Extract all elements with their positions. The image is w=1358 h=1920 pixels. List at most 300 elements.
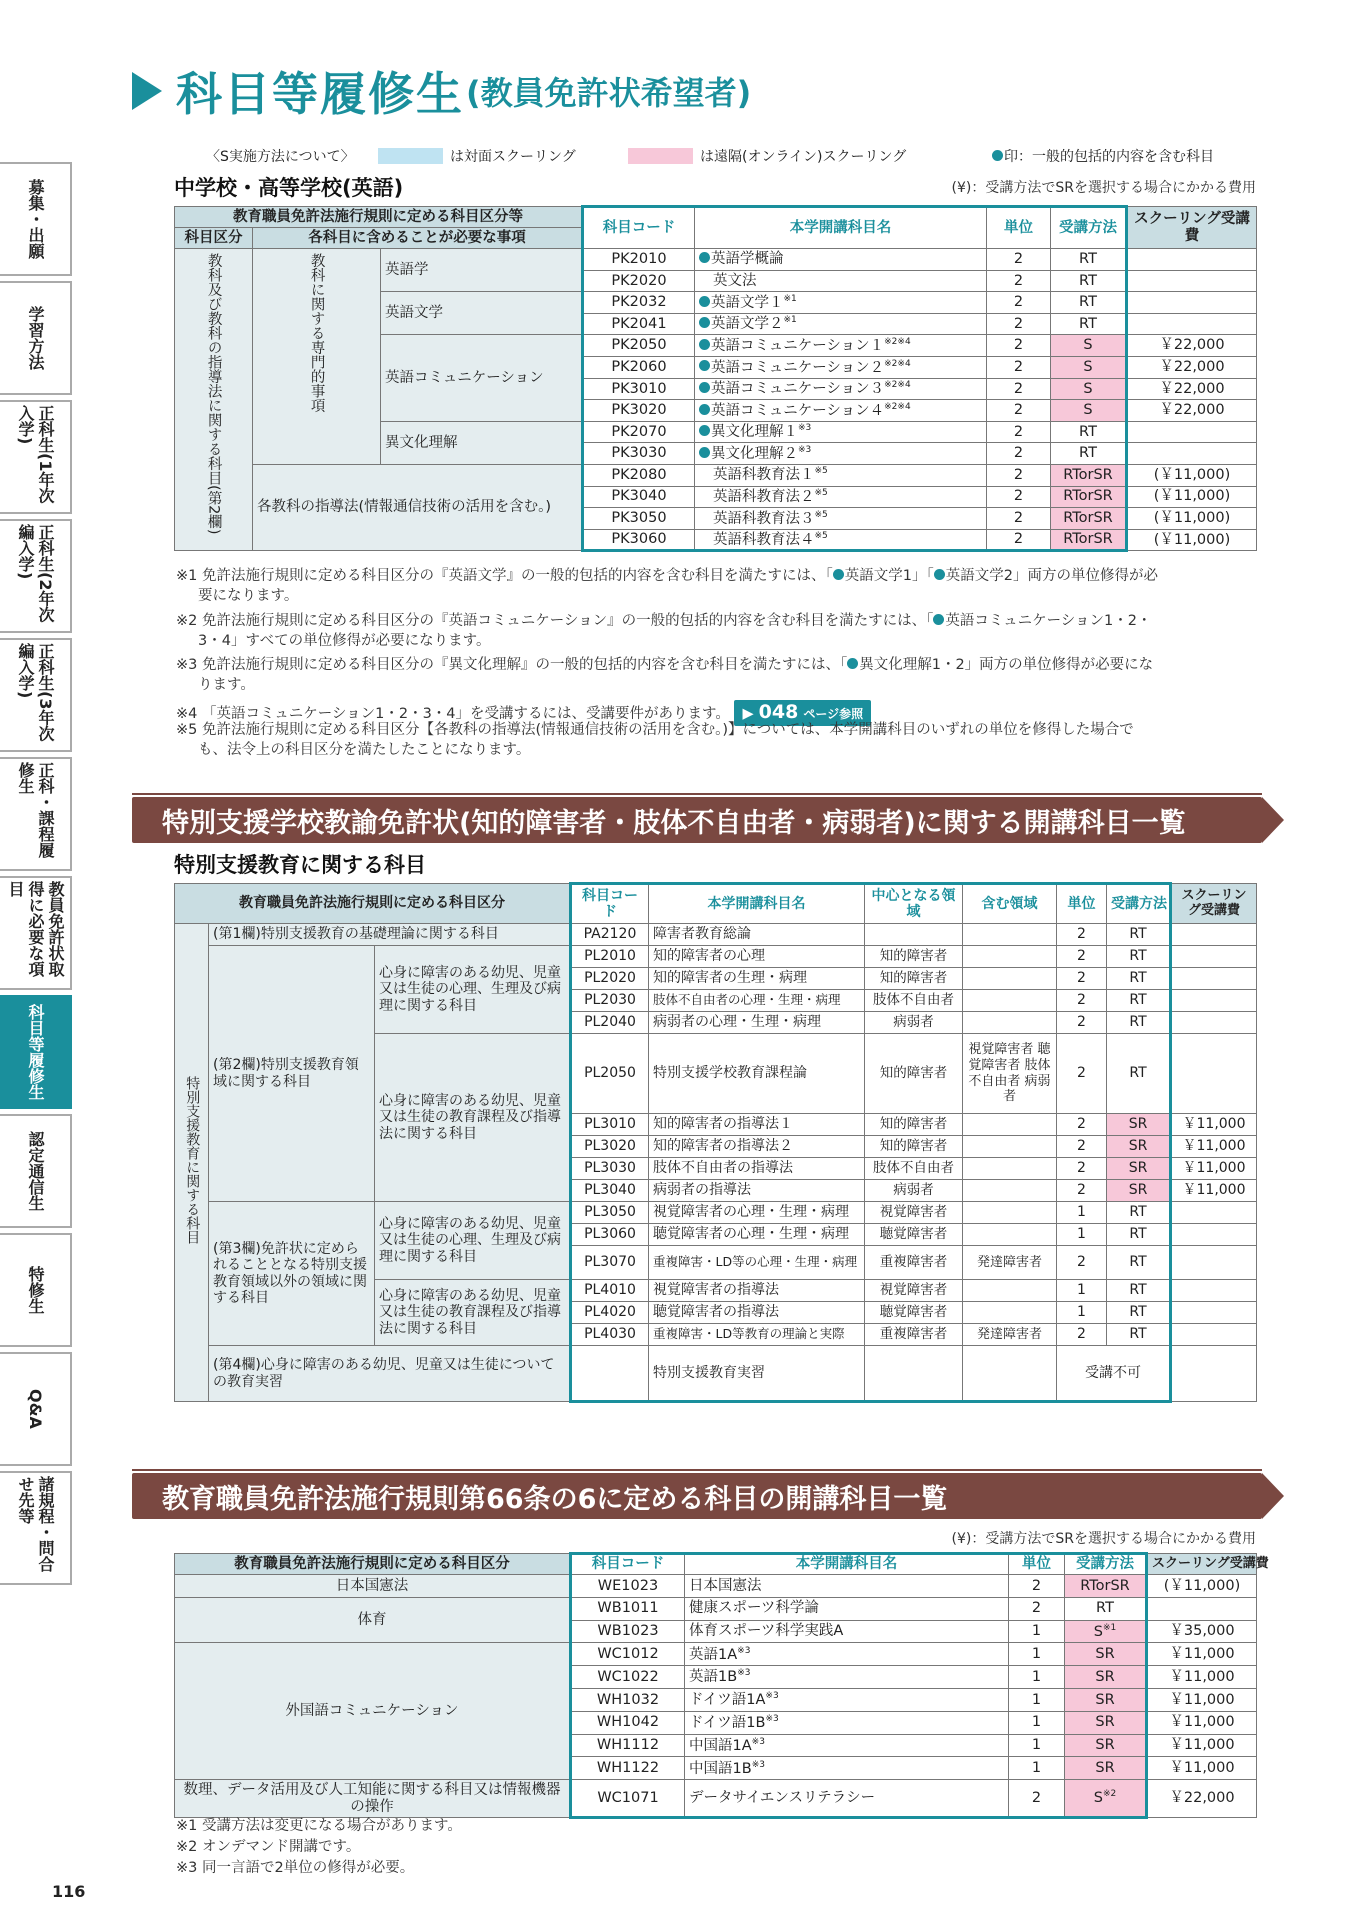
course-center: 肢体不自由者: [865, 990, 963, 1012]
t1-sub-label: 教科に関する専門的事項: [308, 253, 325, 413]
general-content-dot-icon: [699, 252, 710, 263]
side-tab[interactable]: [0, 1233, 72, 1347]
footnote: ※1 受講方法は変更になる場合があります。: [176, 1818, 462, 1834]
course-name: 重複障害・LD等教育の理論と実際: [649, 1324, 865, 1346]
side-tab[interactable]: [0, 1471, 72, 1585]
footnote-mark: ※2: [176, 613, 198, 629]
title-sub: (教員免許状希望者): [466, 74, 752, 112]
course-code: PA2120: [571, 924, 649, 946]
course-unit: 2: [1057, 1034, 1107, 1114]
side-tab[interactable]: [0, 1352, 72, 1466]
course-note-mark: ※5: [814, 530, 828, 541]
course-name: 知的障害者の生理・病理: [649, 968, 865, 990]
course-include: [963, 1224, 1057, 1246]
course-method-text: RT: [1096, 1600, 1114, 1617]
course-method: S: [1051, 335, 1127, 357]
course-name: 障害者教育総論: [649, 924, 865, 946]
side-tab-label: 教員免許状取得に必要な項目: [6, 881, 65, 977]
side-tab-label: Q&A: [26, 1389, 45, 1429]
course-unit: 1: [1009, 1666, 1065, 1689]
method-note-mark: ※2: [1102, 1789, 1117, 1800]
course-method-text: SR: [1095, 1714, 1115, 1731]
course-name: [685, 1734, 1009, 1757]
course-fee: [1127, 249, 1257, 271]
course-include: [963, 1180, 1057, 1202]
course-unit: 2: [987, 335, 1051, 357]
course-unit: 2: [987, 421, 1051, 443]
course-method-text: RTorSR: [1080, 1577, 1130, 1594]
t3-head-fee: スクーリング受講費: [1147, 1554, 1257, 1575]
course-center: 聴覚障害者: [865, 1302, 963, 1324]
course-method: S: [1051, 378, 1127, 400]
course-name-text: ドイツ語1A: [689, 1691, 766, 1708]
course-name: 重複障害・LD等の心理・生理・病理: [649, 1246, 865, 1280]
method-note-mark: ※1: [1102, 1622, 1117, 1633]
course-name-text: 英語コミュニケーション１: [711, 337, 885, 354]
course-code: PL3060: [571, 1224, 649, 1246]
t1-group: 英語コミュニケーション: [381, 335, 583, 421]
course-note-mark: ※3: [751, 1759, 765, 1770]
course-name-text: データサイエンスリテラシー: [689, 1789, 876, 1806]
t2-head-name: 本学開講科目名: [649, 884, 865, 924]
section3-banner: 教育職員免許法施行規則第66条の6に定める科目の開講科目一覧: [132, 1473, 1262, 1519]
course-fee: (￥11,000): [1127, 529, 1257, 551]
course-unit: 2: [987, 464, 1051, 486]
course-code: PK3030: [583, 443, 695, 465]
t2-col1-label: (第1欄)特別支援教育の基礎理論に関する科目: [209, 924, 571, 946]
t2-practice-fee: [1171, 1346, 1257, 1402]
course-method: RT: [1051, 249, 1127, 271]
course-include: [963, 1202, 1057, 1224]
course-code: PK2080: [583, 464, 695, 486]
side-tab[interactable]: [0, 995, 72, 1109]
course-name: 知的障害者の指導法１: [649, 1114, 865, 1136]
footnote-text: 「英語コミュニケーション1・2・3・4」を受講するには、受講要件があります。: [201, 706, 730, 722]
general-content-dot-icon: [847, 658, 858, 669]
section1-fee-note: (¥)：受講方法でSRを選択する場合にかかる費用: [951, 180, 1256, 196]
t2-head-fee: スクーリング受講費: [1171, 884, 1257, 924]
course-code: PK3050: [583, 508, 695, 530]
footnote-mark: ※5: [176, 722, 198, 738]
course-name-text: 英語1B: [689, 1669, 738, 1686]
course-method: SR: [1107, 1136, 1171, 1158]
t1-cat-label: 教科及び教科の指導法に関する科目(第2欄): [205, 253, 222, 535]
side-tab[interactable]: [0, 876, 72, 990]
course-center: 重複障害者: [865, 1324, 963, 1346]
t3-category: 数理、データ活用及び人工知能に関する科目又は情報機器の操作: [175, 1780, 571, 1818]
general-content-dot-icon: [699, 447, 710, 458]
t1-head-unit: 単位: [987, 207, 1051, 249]
side-tab[interactable]: [0, 638, 72, 752]
course-fee: [1171, 1324, 1257, 1346]
course-code: WH1112: [571, 1734, 685, 1757]
footnote-text: 英語コミュニケーション1・2・: [945, 613, 1152, 629]
course-unit: 2: [1057, 946, 1107, 968]
course-method: RT: [1107, 1280, 1171, 1302]
course-unit: 2: [987, 400, 1051, 422]
course-code: PL2010: [571, 946, 649, 968]
course-fee: (￥11,000): [1127, 486, 1257, 508]
course-unit: 2: [1057, 1136, 1107, 1158]
course-note-mark: ※5: [814, 509, 828, 520]
course-method-text: SR: [1095, 1645, 1115, 1662]
course-name: [695, 529, 987, 551]
course-method: RT: [1107, 1224, 1171, 1246]
course-center: 知的障害者: [865, 968, 963, 990]
legend-heading: 〈S実施方法について〉: [206, 149, 355, 165]
course-name: 病弱者の指導法: [649, 1180, 865, 1202]
course-method-text: S: [1093, 1790, 1103, 1807]
course-center: 重複障害者: [865, 1246, 963, 1280]
t2-practice-center: [865, 1346, 963, 1402]
course-note-mark: ※2※4: [884, 380, 911, 391]
course-unit: 1: [1009, 1734, 1065, 1757]
course-code: WC1071: [571, 1780, 685, 1818]
course-unit: 1: [1009, 1711, 1065, 1734]
side-tab[interactable]: [0, 281, 72, 395]
course-method: [1065, 1780, 1147, 1818]
footnote-text: 異文化理解1・2」両方の単位修得が必要にな: [859, 657, 1154, 673]
side-tab[interactable]: [0, 519, 72, 633]
t3-head-method: 受講方法: [1065, 1554, 1147, 1575]
course-unit: 2: [1057, 968, 1107, 990]
course-method: [1065, 1688, 1147, 1711]
course-method: [1065, 1643, 1147, 1666]
course-method: [1065, 1757, 1147, 1780]
course-code: WH1032: [571, 1688, 685, 1711]
course-method: RT: [1107, 1246, 1171, 1280]
course-code: WH1122: [571, 1757, 685, 1780]
course-unit: 2: [987, 443, 1051, 465]
course-name: [685, 1597, 1009, 1620]
course-note-mark: ※1: [783, 315, 797, 326]
course-include: 発達障害者: [963, 1324, 1057, 1346]
legend-dot-icon: [992, 150, 1003, 161]
course-method: RT: [1107, 1012, 1171, 1034]
course-unit: 1: [1009, 1643, 1065, 1666]
course-include: [963, 1136, 1057, 1158]
footnote-text: 免許法施行規則に定める科目区分の『英語文学』の一般的包括的内容を含む科目を満たすには、「: [201, 568, 833, 584]
course-code: PK3040: [583, 486, 695, 508]
course-unit: 2: [987, 356, 1051, 378]
course-fee: ￥11,000: [1147, 1711, 1257, 1734]
course-fee: [1171, 968, 1257, 990]
course-method: S: [1051, 400, 1127, 422]
footnote: [176, 656, 1256, 695]
title-triangle-icon: [132, 72, 162, 110]
course-fee: [1171, 1246, 1257, 1280]
course-fee: ￥35,000: [1147, 1620, 1257, 1643]
course-unit: 2: [1009, 1597, 1065, 1620]
t3-head-code: 科目コード: [571, 1554, 685, 1575]
course-note-mark: ※3: [751, 1736, 765, 1747]
course-name: [695, 249, 987, 271]
course-fee: ￥11,000: [1147, 1734, 1257, 1757]
course-include: 発達障害者: [963, 1246, 1057, 1280]
general-content-dot-icon: [699, 360, 710, 371]
footnote-text: 免許法施行規則に定める科目区分の『英語コミュニケーション』の一般的包括的内容を含む科目を満たすには、「: [201, 613, 934, 629]
course-unit: 2: [1057, 990, 1107, 1012]
english-course-table: [174, 205, 1257, 552]
course-fee: ￥11,000: [1147, 1757, 1257, 1780]
footnote: ※2 オンデマンド開講です。: [176, 1839, 361, 1855]
t2-head-method: 受講方法: [1107, 884, 1171, 924]
course-fee: [1127, 292, 1257, 314]
course-name: [695, 378, 987, 400]
course-name-text: 英語1A: [689, 1646, 738, 1663]
course-center: 知的障害者: [865, 1034, 963, 1114]
page-reference[interactable]: ▶ 048 ページ参照: [734, 700, 871, 726]
course-name: [685, 1688, 1009, 1711]
course-method-text: S: [1093, 1623, 1103, 1640]
course-name-text: 英語科教育法３: [713, 510, 815, 527]
course-name-text: 英語コミュニケーション４: [711, 402, 885, 419]
course-fee: ￥11,000: [1171, 1136, 1257, 1158]
footnote-text: 3・4」すべての単位修得が必要になります。: [198, 632, 491, 649]
course-name: [685, 1575, 1009, 1598]
course-name: [685, 1620, 1009, 1643]
course-name: [695, 464, 987, 486]
course-include: [963, 924, 1057, 946]
t2-head-code: 科目コード: [571, 884, 649, 924]
footnote-text: ります。: [198, 676, 255, 693]
course-unit: 1: [1057, 1302, 1107, 1324]
course-fee: [1171, 1034, 1257, 1114]
course-method: RT: [1051, 270, 1127, 292]
course-fee: [1171, 946, 1257, 968]
course-method: RT: [1107, 924, 1171, 946]
page-reference-number: 048: [758, 701, 799, 723]
course-note-mark: ※2※4: [884, 358, 911, 369]
course-note-mark: ※2※4: [884, 336, 911, 347]
course-method: [1065, 1620, 1147, 1643]
course-include: [963, 1012, 1057, 1034]
course-name-text: 異文化理解１: [711, 424, 798, 441]
course-fee: ￥11,000: [1147, 1666, 1257, 1689]
t3-category: 体育: [175, 1597, 571, 1643]
general-content-dot-icon: [699, 404, 710, 415]
course-method: RT: [1051, 421, 1127, 443]
legend-remote-label: は遠隔(オンライン)スクーリング: [700, 149, 907, 165]
course-name: [695, 292, 987, 314]
t2-practice-method: 受講不可: [1057, 1346, 1171, 1402]
course-fee: (￥11,000): [1127, 464, 1257, 486]
footnote-text: 英語文学1」「: [844, 568, 934, 584]
course-name: [695, 356, 987, 378]
course-fee: ￥11,000: [1171, 1114, 1257, 1136]
t1-head-rule: 教育職員免許法施行規則に定める科目区分等: [175, 207, 583, 228]
course-note-mark: ※3: [798, 444, 812, 455]
course-center: 視覚障害者: [865, 1280, 963, 1302]
course-name: 視覚障害者の指導法: [649, 1280, 865, 1302]
footnote: [176, 721, 1256, 760]
course-fee: [1127, 443, 1257, 465]
course-name: [695, 400, 987, 422]
special-support-table: [174, 882, 1257, 1403]
course-code: PL4010: [571, 1280, 649, 1302]
course-note-mark: ※1: [783, 293, 797, 304]
course-fee: ￥11,000: [1171, 1180, 1257, 1202]
course-name: 知的障害者の心理: [649, 946, 865, 968]
course-note-mark: ※2※4: [884, 401, 911, 412]
side-tab[interactable]: [0, 162, 72, 276]
page-number: 116: [52, 1882, 86, 1901]
course-center: 肢体不自由者: [865, 1158, 963, 1180]
course-method: RT: [1051, 443, 1127, 465]
course-fee: [1171, 990, 1257, 1012]
course-method: RTorSR: [1051, 464, 1127, 486]
course-name: 特別支援学校教育課程論: [649, 1034, 865, 1114]
t2-head-unit: 単位: [1057, 884, 1107, 924]
course-fee: ￥11,000: [1147, 1643, 1257, 1666]
course-name: 肢体不自由者の指導法: [649, 1158, 865, 1180]
legend-dot-label: 印：一般的包括的内容を含む科目: [1004, 149, 1214, 165]
course-code: PK2050: [583, 335, 695, 357]
course-unit: 2: [987, 270, 1051, 292]
t3-category: 日本国憲法: [175, 1575, 571, 1598]
course-name-text: 健康スポーツ科学論: [689, 1600, 819, 1617]
course-name-text: 英語科教育法２: [713, 488, 815, 505]
t2-col3-label: (第3欄)免許状に定められることとなる特別支援教育領域以外の領域に関する科目: [209, 1202, 375, 1346]
course-note-mark: ※5: [814, 466, 828, 477]
course-code: PL2050: [571, 1034, 649, 1114]
course-center: 視覚障害者: [865, 1202, 963, 1224]
course-method: RT: [1107, 1202, 1171, 1224]
course-method: [1065, 1734, 1147, 1757]
general-content-dot-icon: [934, 569, 945, 580]
t2-head-rule: 教育職員免許法施行規則に定める科目区分: [175, 884, 571, 924]
course-name: [695, 421, 987, 443]
course-unit: 2: [1057, 1114, 1107, 1136]
general-content-dot-icon: [699, 339, 710, 350]
t2-col3b: 心身に障害のある幼児、児童又は生徒の教育課程及び指導法に関する科目: [375, 1280, 571, 1346]
course-code: PK2020: [583, 270, 695, 292]
t2-cat-label: 特別支援教育に関する科目: [184, 1076, 201, 1245]
footnote-text: も、法令上の科目区分を満たしたことになります。: [198, 741, 531, 758]
t1-group: 異文化理解: [381, 421, 583, 464]
course-code: PK3010: [583, 378, 695, 400]
course-note-mark: ※3: [737, 1645, 751, 1656]
page-title: [132, 60, 751, 122]
side-tab-label: 学習方法: [26, 306, 45, 370]
t2-head-center: 中心となる領域: [865, 884, 963, 924]
course-method: SR: [1107, 1158, 1171, 1180]
t2-practice-name: 特別支援教育実習: [649, 1346, 865, 1402]
t2-head-include: 含む領域: [963, 884, 1057, 924]
t2-col2b: 心身に障害のある幼児、児童又は生徒の教育課程及び指導法に関する科目: [375, 1034, 571, 1202]
course-fee: [1171, 1302, 1257, 1324]
course-code: PL3050: [571, 1202, 649, 1224]
course-name: [695, 313, 987, 335]
side-tab[interactable]: [0, 1114, 72, 1228]
course-include: [963, 946, 1057, 968]
title-main: 科目等履修生: [176, 67, 464, 121]
course-code: PK2032: [583, 292, 695, 314]
side-tab-label: 正科生(2年次編入学): [16, 524, 55, 623]
side-tab-label: 募集・出願: [26, 179, 45, 259]
course-include: [963, 1114, 1057, 1136]
course-method: RT: [1107, 1324, 1171, 1346]
course-code: WC1012: [571, 1643, 685, 1666]
course-center: 聴覚障害者: [865, 1224, 963, 1246]
side-tab-label: 認定通信生: [26, 1131, 45, 1211]
course-name: 肢体不自由者の心理・生理・病理: [649, 990, 865, 1012]
course-name-text: 英語コミュニケーション３: [711, 380, 885, 397]
course-method-text: SR: [1095, 1759, 1115, 1776]
course-code: PL3010: [571, 1114, 649, 1136]
course-method: RT: [1107, 968, 1171, 990]
footnote-mark: ※3: [176, 657, 198, 673]
course-note-mark: ※3: [765, 1691, 779, 1702]
section2-banner: 特別支援学校教諭免許状(知的障害者・肢体不自由者・病弱者)に関する開講科目一覧: [132, 797, 1262, 843]
course-unit: 1: [1057, 1202, 1107, 1224]
course-note-mark: ※3: [737, 1668, 751, 1679]
course-code: PL3020: [571, 1136, 649, 1158]
course-unit: 2: [987, 486, 1051, 508]
course-name: [685, 1780, 1009, 1818]
course-fee: (￥11,000): [1127, 508, 1257, 530]
section1-heading: 中学校・高等学校(英語): [174, 176, 404, 200]
t3-category: 外国語コミュニケーション: [175, 1643, 571, 1780]
course-unit: 2: [1057, 1324, 1107, 1346]
course-unit: 1: [1009, 1620, 1065, 1643]
footnote: [176, 612, 1256, 651]
side-tab-label: 科目等履修生: [26, 1004, 45, 1100]
general-content-dot-icon: [699, 382, 710, 393]
course-method: [1065, 1597, 1147, 1620]
course-fee: [1127, 270, 1257, 292]
course-code: PL3070: [571, 1246, 649, 1280]
t2-col2-label: (第2欄)特別支援教育領域に関する科目: [209, 946, 375, 1202]
course-name: [695, 270, 987, 292]
footnote-mark: ※4: [176, 706, 198, 722]
course-method: RT: [1107, 1302, 1171, 1324]
course-unit: 2: [987, 378, 1051, 400]
footnote-text: 免許法施行規則に定める科目区分の『異文化理解』の一般的包括的内容を含む科目を満たすには、「: [201, 657, 848, 673]
side-tab-label: 正科生(1年次入学): [16, 405, 55, 504]
course-fee: [1171, 1012, 1257, 1034]
course-fee: [1147, 1597, 1257, 1620]
side-tab[interactable]: [0, 400, 72, 514]
side-tab[interactable]: [0, 757, 72, 871]
course-unit: 2: [1057, 1012, 1107, 1034]
course-code: WC1022: [571, 1666, 685, 1689]
course-name: [695, 486, 987, 508]
course-fee: [1171, 1202, 1257, 1224]
t2-col4-label: (第4欄)心身に障害のある幼児、児童又は生徒についての教育実習: [209, 1346, 571, 1402]
course-code: WH1042: [571, 1711, 685, 1734]
course-center: 知的障害者: [865, 946, 963, 968]
course-name: [685, 1643, 1009, 1666]
course-method-text: SR: [1095, 1737, 1115, 1754]
course-method-text: SR: [1095, 1691, 1115, 1708]
side-tab-label: 特修生: [26, 1266, 45, 1314]
t3-head-unit: 単位: [1009, 1554, 1065, 1575]
course-center: [865, 924, 963, 946]
course-fee: (￥11,000): [1147, 1575, 1257, 1598]
t1-group: 英語学: [381, 249, 583, 292]
course-include: [963, 968, 1057, 990]
course-method: RT: [1107, 990, 1171, 1012]
course-include: [963, 1158, 1057, 1180]
course-code: PK2041: [583, 313, 695, 335]
footnote: ※3 同一言語で2単位の修得が必要。: [176, 1860, 415, 1876]
course-code: PL4020: [571, 1302, 649, 1324]
course-name-text: 英語コミュニケーション２: [711, 359, 885, 376]
t2-practice-code: [571, 1346, 649, 1402]
course-code: PK3060: [583, 529, 695, 551]
t2-col3a: 心身に障害のある幼児、児童又は生徒の心理、生理及び病理に関する科目: [375, 1202, 571, 1280]
